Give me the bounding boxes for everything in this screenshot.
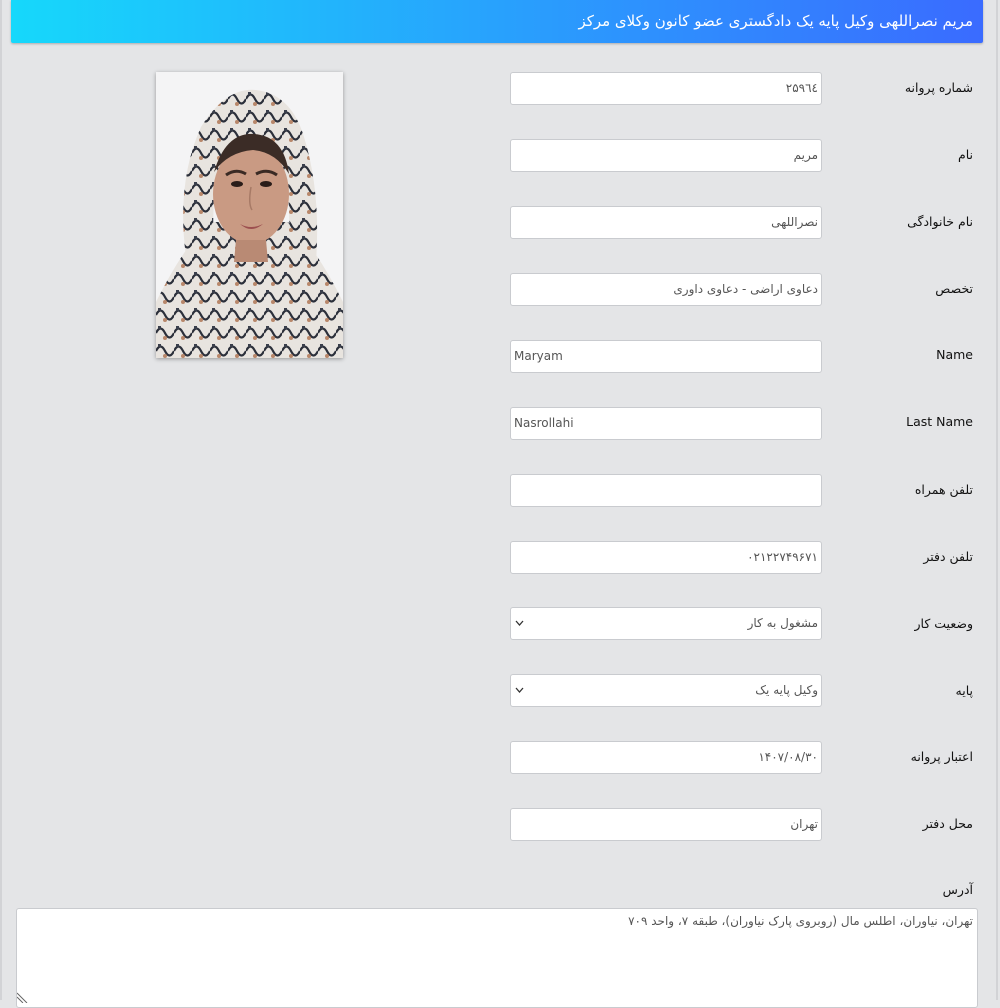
work-status-label: وضعیت کار [914, 616, 973, 631]
page-title: مریم نصراللهی وکیل پایه یک دادگستری عضو کانون وکلای مرکز [11, 0, 983, 43]
grade-select[interactable] [510, 674, 822, 707]
chevron-down-icon [515, 608, 524, 640]
grade-label: پایه [955, 683, 973, 698]
office-phone-field[interactable]: ۰۲۱۲۲۷۴۹۶۷۱ [510, 541, 822, 574]
last-name-label: نام خانوادگی [907, 214, 973, 229]
specialty-label: تخصص [935, 281, 973, 296]
work-status-value: مشغول به کار [747, 616, 818, 630]
grade-value: وکیل پایه یک [755, 683, 818, 697]
address-label: آدرس [942, 882, 973, 897]
license-number-field[interactable]: ۲۵۹٦٤ [510, 72, 822, 105]
work-status-select[interactable] [510, 607, 822, 640]
resize-grip-icon[interactable] [17, 988, 29, 1007]
portrait-image [156, 72, 343, 358]
first-name-label: نام [957, 147, 973, 162]
last-name-field[interactable]: نصراللهی [510, 206, 822, 239]
license-validity-field[interactable]: ۱۴۰۷/۰۸/۳۰ [510, 741, 822, 774]
specialty-field[interactable]: دعاوی اراضی - دعاوی داوری [510, 273, 822, 306]
license-validity-label: اعتبار پروانه [910, 749, 973, 764]
last-name-en-field[interactable]: Nasrollahi [510, 407, 822, 440]
lawyer-photo [156, 72, 343, 358]
license-number-label: شماره پروانه [904, 80, 973, 95]
office-location-field[interactable]: تهران [510, 808, 822, 841]
name-en-label: Name [936, 347, 973, 362]
chevron-down-icon [515, 675, 524, 707]
last-name-en-label: Last Name [906, 414, 973, 429]
name-en-field[interactable]: Maryam [510, 340, 822, 373]
first-name-field[interactable]: مریم [510, 139, 822, 172]
office-location-label: محل دفتر [922, 816, 973, 831]
mobile-label: تلفن همراه [914, 482, 973, 497]
address-textarea[interactable]: تهران، نیاوران، اطلس مال (روبروی پارک نیاوران)، طبقه ۷، واحد ۷۰۹ [16, 908, 978, 1008]
office-phone-label: تلفن دفتر [923, 549, 973, 564]
mobile-field[interactable] [510, 474, 822, 507]
